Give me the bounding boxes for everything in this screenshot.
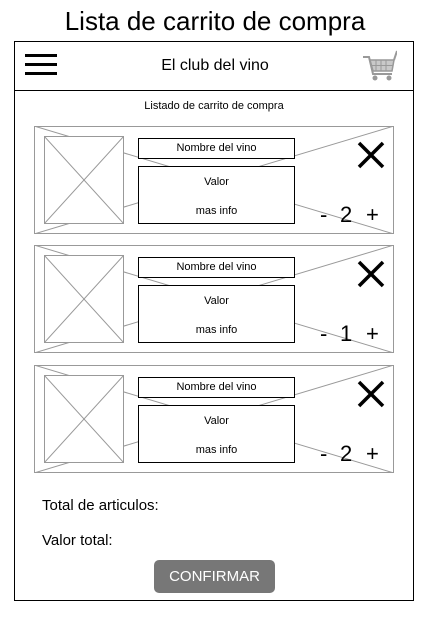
remove-item-icon[interactable]: [356, 140, 386, 170]
wine-image-placeholder: [44, 255, 124, 343]
more-info-link[interactable]: mas info: [195, 444, 238, 456]
quantity-value: 1: [340, 321, 353, 346]
quantity-stepper: [320, 202, 392, 228]
cart-item-card: [34, 365, 394, 473]
phone-frame: [14, 41, 414, 601]
quantity-stepper: [320, 321, 392, 347]
cart-item-card: [34, 126, 394, 234]
quantity-stepper: [320, 441, 392, 467]
shopping-cart-icon[interactable]: [361, 48, 397, 84]
quantity-value: 2: [340, 202, 353, 227]
wine-name: Nombre del vino: [138, 377, 295, 398]
wine-image-placeholder: [44, 375, 124, 463]
decrease-quantity-button[interactable]: -: [320, 321, 328, 346]
app-title: El club del vino: [161, 57, 269, 74]
more-info-link[interactable]: mas info: [195, 324, 238, 336]
total-items-label: Total de articulos:: [42, 497, 159, 514]
wine-name: Nombre del vino: [138, 138, 295, 159]
list-title: Listado de carrito de compra: [144, 100, 284, 112]
cart-item-card: [34, 245, 394, 353]
increase-quantity-button[interactable]: +: [366, 202, 379, 227]
increase-quantity-button[interactable]: +: [366, 321, 379, 346]
remove-item-icon[interactable]: [356, 379, 386, 409]
more-info-link[interactable]: mas info: [195, 205, 238, 217]
page-title: Lista de carrito de compra: [64, 6, 366, 36]
increase-quantity-button[interactable]: +: [366, 441, 379, 466]
wine-info-box: [138, 285, 295, 343]
wine-image-placeholder: [44, 136, 124, 224]
app-header: [15, 42, 413, 91]
decrease-quantity-button[interactable]: -: [320, 441, 328, 466]
total-value-label: Valor total:: [42, 532, 113, 549]
quantity-value: 2: [340, 441, 353, 466]
wine-value: Valor: [204, 176, 229, 188]
wine-name: Nombre del vino: [138, 257, 295, 278]
wine-value: Valor: [204, 295, 229, 307]
decrease-quantity-button[interactable]: -: [320, 202, 328, 227]
confirm-button[interactable]: CONFIRMAR: [154, 560, 275, 593]
wine-info-box: [138, 405, 295, 463]
wine-value: Valor: [204, 415, 229, 427]
hamburger-menu-icon[interactable]: [25, 54, 57, 76]
remove-item-icon[interactable]: [356, 259, 386, 289]
wine-info-box: [138, 166, 295, 224]
